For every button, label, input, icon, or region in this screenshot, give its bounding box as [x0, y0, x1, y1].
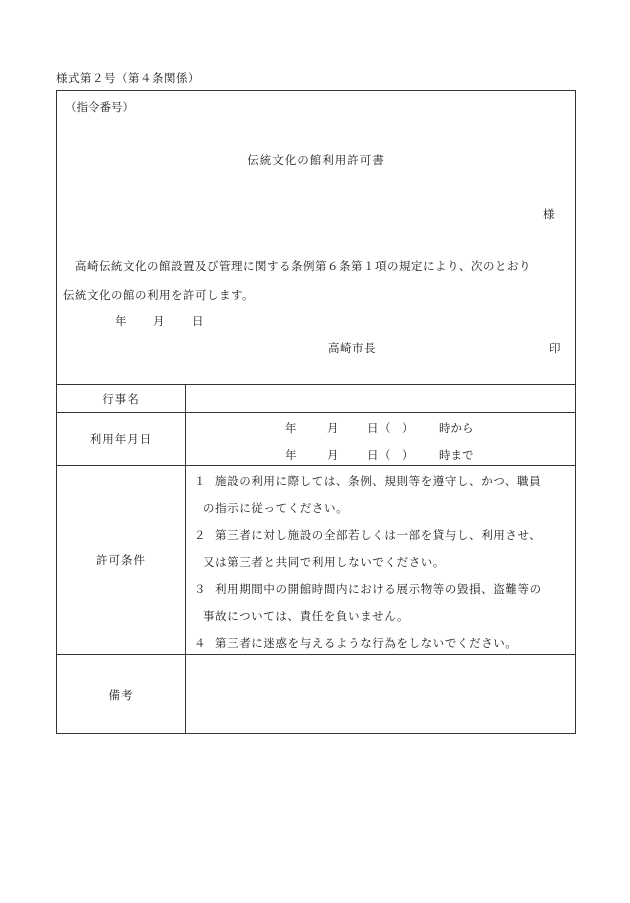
from-month: 月 [327, 421, 339, 435]
event-name-label: 行事名 [102, 391, 140, 406]
condition-number: ２ [194, 528, 207, 542]
to-weekday: （ ） [379, 448, 414, 462]
issue-date-year: 年 [115, 314, 127, 328]
usage-from-row [157, 420, 477, 436]
usage-date-label: 利用年月日 [89, 432, 153, 446]
to-month: 月 [327, 448, 339, 462]
condition-text: 第三者に対し施設の全部若しくは一部を貸与し、利用させ、 [215, 528, 542, 542]
condition-text: 利用期間中の開館時間内における展示物等の毀損、盗難等の [215, 582, 542, 596]
directive-number-label: （指令番号） [65, 100, 134, 114]
form-number-label: 様式第２号（第４条関係） [56, 71, 200, 85]
body-text-line-1: 高崎伝統文化の館設置及び管理に関する条例第６条第１項の規定により、次のとおり [75, 259, 531, 273]
remarks-label: 備考 [108, 687, 134, 702]
column-divider [185, 384, 186, 734]
document-title: 伝統文化の館利用許可書 [247, 153, 385, 167]
to-time-suffix: 時まで [439, 448, 474, 462]
condition-number: １ [194, 474, 207, 488]
remarks-field[interactable] [193, 663, 563, 725]
condition-text-continued: 又は第三者と共同で利用しないでください。 [203, 555, 445, 569]
issuer-name: 高崎市長 [328, 341, 376, 355]
to-year: 年 [285, 448, 297, 462]
condition-number: ３ [194, 582, 207, 596]
body-text-line-2: 伝統文化の館の利用を許可します。 [63, 288, 255, 302]
from-time-suffix: 時から [439, 421, 474, 435]
condition-text-continued: の指示に従ってください。 [203, 501, 349, 515]
to-day: 日 [367, 448, 379, 462]
addressee-suffix: 様 [543, 207, 555, 221]
seal-mark: 印 [549, 341, 561, 355]
condition-text: 施設の利用に際しては、条例、規則等を遵守し、かつ、職員 [215, 474, 542, 488]
event-name-field[interactable] [193, 391, 563, 407]
from-day: 日 [367, 421, 379, 435]
issue-date-month: 月 [153, 314, 165, 328]
permit-form [56, 90, 576, 734]
condition-text: 第三者に迷惑を与えるような行為をしないでください。 [215, 636, 518, 650]
condition-number: ４ [194, 636, 207, 650]
conditions-label: 許可条件 [96, 553, 146, 567]
usage-to-row [157, 447, 477, 463]
from-year: 年 [285, 421, 297, 435]
condition-text-continued: 事故については、責任を負いません。 [203, 609, 410, 623]
from-weekday: （ ） [379, 421, 414, 435]
issue-date-day: 日 [192, 314, 204, 328]
